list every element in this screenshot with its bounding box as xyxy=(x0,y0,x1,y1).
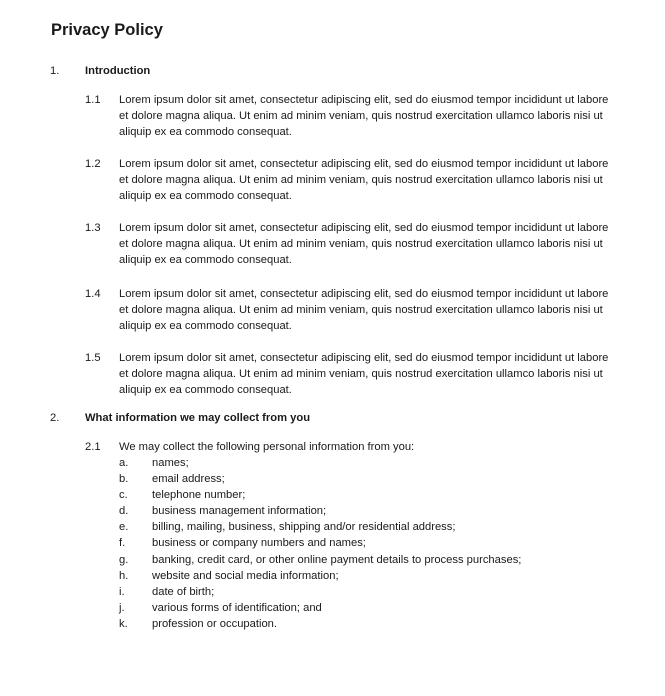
section-number: 2. xyxy=(50,412,60,424)
list-item-text: billing, mailing, business, shipping and/or residential address; xyxy=(152,521,456,534)
subsection-number: 1.5 xyxy=(85,352,101,364)
subsection-number: 1.3 xyxy=(85,222,101,234)
list-item-letter: j. xyxy=(119,601,125,614)
section-heading-introduction: Introduction xyxy=(85,65,151,77)
list-item-letter: f. xyxy=(119,537,126,550)
list-item-letter: g. xyxy=(119,553,129,566)
subsection-number: 1.4 xyxy=(85,288,101,300)
list-item-text: website and social media information; xyxy=(152,569,339,582)
list-item-text: email address; xyxy=(152,473,225,486)
list-item-letter: k. xyxy=(119,617,128,630)
list-item-letter: a. xyxy=(119,457,129,469)
section-number: 1. xyxy=(50,65,60,77)
subsection-paragraph: Lorem ipsum dolor sit amet, consectetur adipiscing elit, sed do eiusmod tempor incididunt ut labore et dolore magna aliqua. Ut enim ad minim veniam, quis nostrud exercitation ullamco laboris nisi ut aliquip ex ea commodo consequat. xyxy=(119,222,609,267)
list-item-letter: h. xyxy=(119,569,129,582)
subsection-paragraph: Lorem ipsum dolor sit amet, consectetur adipiscing elit, sed do eiusmod tempor incididunt ut labore et dolore magna aliqua. Ut enim ad minim veniam, quis nostrud exercitation ullamco laboris nisi ut aliquip ex ea commodo consequat. xyxy=(119,352,609,397)
list-item-text: banking, credit card, or other online payment details to process purchases; xyxy=(152,553,522,566)
list-item-letter: c. xyxy=(119,489,128,502)
list-item-letter: i. xyxy=(119,585,125,598)
list-item-letter: e. xyxy=(119,521,129,534)
list-item-text: profession or occupation. xyxy=(152,617,278,630)
list-item-letter: d. xyxy=(119,505,129,518)
subsection-paragraph: Lorem ipsum dolor sit amet, consectetur adipiscing elit, sed do eiusmod tempor incididunt ut labore et dolore magna aliqua. Ut enim ad minim veniam, quis nostrud exercitation ullamco laboris nisi ut aliquip ex ea commodo consequat. xyxy=(119,288,609,333)
list-item-text: date of birth; xyxy=(152,585,215,598)
list-item-letter: b. xyxy=(119,473,129,486)
list-item-text: business management information; xyxy=(152,505,327,518)
list-item-text: business or company numbers and names; xyxy=(152,537,366,550)
subsection-paragraph: Lorem ipsum dolor sit amet, consectetur adipiscing elit, sed do eiusmod tempor incididunt ut labore et dolore magna aliqua. Ut enim ad minim veniam, quis nostrud exercitation ullamco laboris nisi ut aliquip ex ea commodo consequat. xyxy=(119,158,609,203)
section-heading-information-collected: What information we may collect from you xyxy=(85,412,311,424)
subsection-paragraph: Lorem ipsum dolor sit amet, consectetur adipiscing elit, sed do eiusmod tempor incididunt ut labore et dolore magna aliqua. Ut enim ad minim veniam, quis nostrud exercitation ullamco laboris nisi ut aliquip ex ea commodo consequat. xyxy=(119,94,609,139)
subsection-paragraph: We may collect the following personal information from you: xyxy=(119,441,415,453)
list-item-text: various forms of identification; and xyxy=(152,601,322,614)
list-item-text: names; xyxy=(152,457,189,469)
subsection-number: 1.2 xyxy=(85,158,101,170)
page-title: Privacy Policy xyxy=(51,21,163,39)
subsection-number: 1.1 xyxy=(85,94,101,106)
list-item-text: telephone number; xyxy=(152,489,246,502)
subsection-number: 2.1 xyxy=(85,441,101,453)
